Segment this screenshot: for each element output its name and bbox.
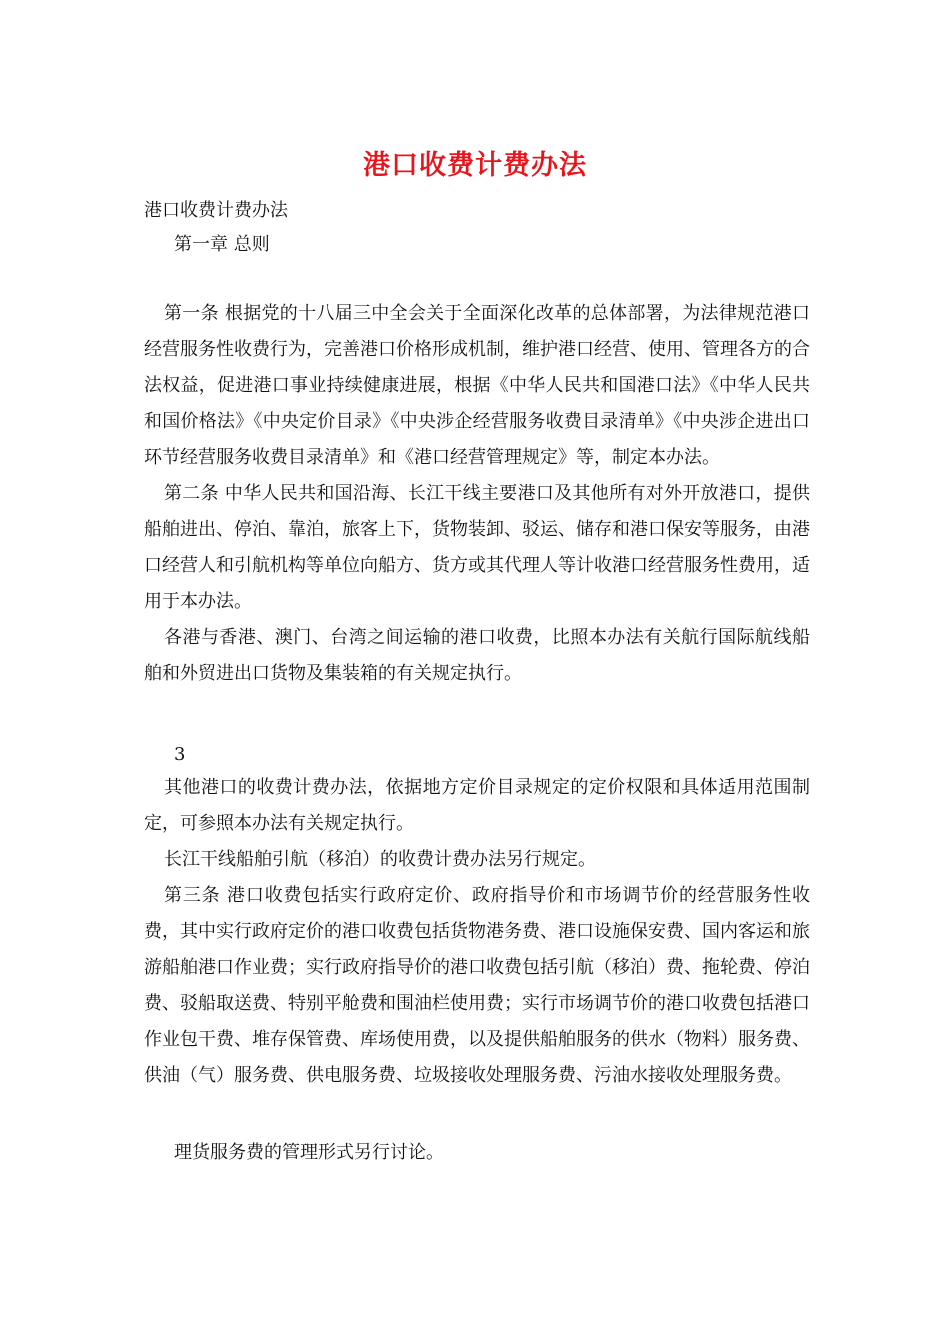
document-subtitle: 港口收费计费办法 [144,200,288,221]
yangtze-pilotage-paragraph: 长江干线船舶引航（移泊）的收费计费办法另行规定。 [164,849,596,870]
article-1-paragraph: 第一条 根据党的十八届三中全会关于全面深化改革的总体部署，为法律规范港口经营服务性收费行为，完善港口价格形成机制，维护港口经营、使用、管理各方的合法权益，促进港口事业持续健康进展，根据《中华人民共和国港口法》《中华人民共和国价格法》《中央定价目录》《中央涉企经营服务收费目录清单》《中央涉企进出口环节经营服务收费目录清单》和《港口经营管理规定》等，制定本办法。 [144,303,810,468]
hk-macao-taiwan-paragraph: 各港与香港、澳门、台湾之间运输的港口收费，比照本办法有关航行国际航线船舶和外贸进出口货物及集装箱的有关规定执行。 [144,627,810,684]
article-3-paragraph: 第三条 港口收费包括实行政府定价、政府指导价和市场调节价的经营服务性收费，其中实行政府定价的港口收费包括货物港务费、港口设施保安费、国内客运和旅游船舶港口作业费；实行政府指导价的港口收费包括引航（移泊）费、拖轮费、停泊费、驳船取送费、特别平舱费和围油栏使用费；实行市场调节价的港口收费包括港口作业包干费、堆存保管费、库场使用费，以及提供船舶服务的供水（物料）服务费、供油（气）服务费、供电服务费、垃圾接收处理服务费、污油水接收处理服务费。 [144,885,810,1086]
article-2-paragraph: 第二条 中华人民共和国沿海、长江干线主要港口及其他所有对外开放港口，提供船舶进出、停泊、靠泊，旅客上下，货物装卸、驳运、储存和港口保安等服务，由港口经营人和引航机构等单位向船方、货方或其代理人等计收港口经营服务性费用，适用于本办法。 [144,483,810,612]
other-ports-paragraph: 其他港口的收费计费办法，依据地方定价目录规定的定价权限和具体适用范围制定，可参照本办法有关规定执行。 [144,777,810,834]
page-number: 3 [174,744,186,765]
closing-line: 理货服务费的管理形式另行讨论。 [174,1142,444,1163]
body-section-1 [144,296,810,692]
body-section-2 [144,770,810,1094]
document-title: 港口收费计费办法 [363,150,587,181]
chapter-heading: 第一章 总则 [174,234,270,255]
